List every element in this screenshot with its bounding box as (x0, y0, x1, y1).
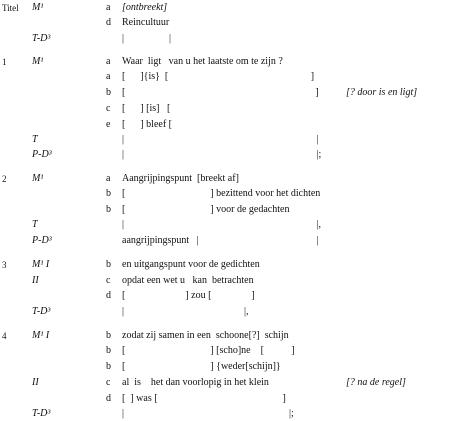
variant-text: opdat een wet u kan betrachten (122, 275, 254, 286)
variant-letter: a (106, 2, 111, 13)
variant-text: [ ] (122, 87, 319, 98)
variant-text: | |; (122, 408, 294, 419)
variant-letter: a (106, 71, 111, 82)
variant-text: [ ] voor de gedachten (122, 204, 290, 215)
witness-siglum: M¹ I (32, 259, 50, 270)
variant-text: [ ] bleef [ (122, 119, 172, 130)
variant-letter: b (106, 188, 111, 199)
witness-siglum: P-D³ (32, 149, 52, 160)
variant-letter: b (106, 259, 111, 270)
witness-siglum: M¹ (32, 56, 44, 67)
witness-siglum: II (32, 377, 39, 388)
variant-text: [ ] [scho]ne [ ] (122, 345, 295, 356)
variant-text: | |, (122, 306, 249, 317)
variant-letter: c (106, 103, 111, 114)
variant-letter: c (106, 275, 111, 286)
section-label: 2 (2, 174, 7, 184)
witness-siglum: T-D³ (32, 408, 51, 419)
variant-text: al is het dan voorlopig in het klein (122, 377, 269, 388)
variant-text: [ ] was [ ] (122, 393, 286, 404)
witness-siglum: P-D³ (32, 235, 52, 246)
variant-text: en uitgangspunt voor de gedichten (122, 259, 260, 270)
variant-letter: b (106, 345, 111, 356)
variant-text: zodat zij samen in een schoone[?] schijn (122, 330, 289, 341)
variant-text: [ ] {weder[schijn]} (122, 361, 281, 372)
witness-siglum: T (32, 219, 38, 230)
variant-text: [ontbreekt] (122, 2, 168, 13)
section-label: 3 (2, 260, 7, 270)
section-label: Titel (2, 3, 19, 13)
witness-siglum: T-D³ (32, 306, 51, 317)
editorial-note: [? door is en ligt] (346, 87, 418, 98)
variant-text: | | (122, 134, 319, 145)
variant-letter: e (106, 119, 111, 130)
variant-letter: b (106, 361, 111, 372)
variant-text: Waar ligt van u het laatste om te zijn ? (122, 56, 283, 67)
witness-siglum: II (32, 275, 39, 286)
variant-letter: d (106, 290, 111, 301)
variant-letter: d (106, 17, 111, 28)
editorial-note: [? na de regel] (346, 377, 406, 388)
witness-siglum: T-D³ (32, 33, 51, 44)
variant-letter: c (106, 377, 111, 388)
variant-letter: b (106, 87, 111, 98)
variant-text: [ ] [is] [ (122, 103, 171, 114)
witness-siglum: M¹ (32, 173, 44, 184)
witness-siglum: M¹ I (32, 330, 50, 341)
witness-siglum: M¹ (32, 2, 44, 13)
variant-text: Aangrijpingspunt [breekt af] (122, 173, 239, 184)
variant-text: | | (122, 33, 172, 44)
variant-letter: b (106, 330, 111, 341)
variant-letter: b (106, 204, 111, 215)
variant-letter: a (106, 56, 111, 67)
variant-text: [ ] zou [ ] (122, 290, 255, 301)
variant-text: [ ] bezittend voor het dichten (122, 188, 321, 199)
variant-letter: d (106, 393, 111, 404)
variant-text: Reincultuur (122, 17, 170, 28)
variant-text: [ ]{is} [ ] (122, 71, 315, 82)
witness-siglum: T (32, 134, 38, 145)
variant-letter: a (106, 173, 111, 184)
section-label: 1 (2, 57, 7, 67)
variant-text: | |; (122, 149, 322, 160)
section-label: 4 (2, 331, 7, 341)
variant-text: aangrijpingspunt | | (122, 235, 319, 246)
variant-text: | |, (122, 219, 322, 230)
